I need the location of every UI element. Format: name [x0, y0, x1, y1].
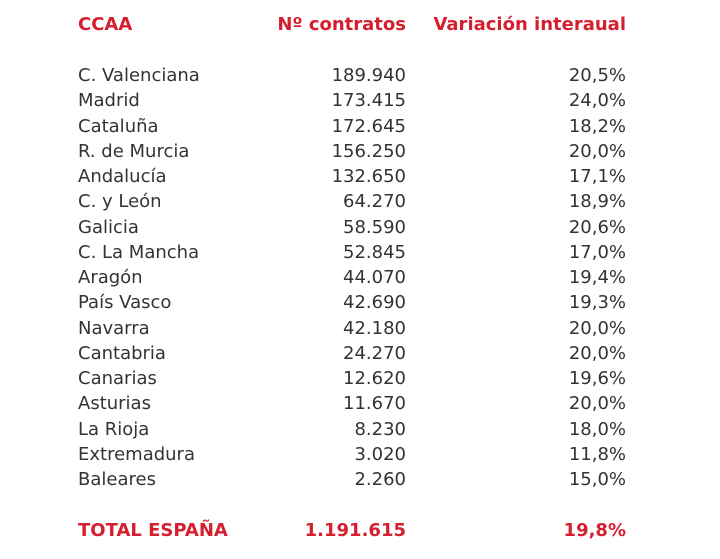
row-variacion: 19,3%	[568, 292, 626, 314]
row-ccaa: C. Valenciana	[78, 65, 200, 86]
header-ccaa: CCAA	[78, 14, 133, 35]
row-contratos: 52.845	[343, 241, 406, 263]
table-row	[0, 164, 720, 189]
table-row	[0, 63, 720, 88]
table-row	[0, 417, 720, 442]
row-variacion: 19,4%	[568, 267, 626, 288]
row-variacion: 18,9%	[568, 191, 626, 213]
total-label: TOTAL ESPAÑA	[78, 520, 228, 541]
total-row	[0, 517, 720, 545]
row-contratos: 64.270	[343, 191, 406, 213]
row-contratos: 8.230	[354, 418, 406, 440]
header-contratos: Nº contratos	[277, 14, 406, 35]
row-contratos: 11.670	[343, 393, 406, 415]
row-variacion: 20,0%	[568, 317, 626, 339]
row-ccaa: Cantabria	[78, 342, 166, 364]
total-variacion: 19,8%	[563, 520, 626, 541]
table-body	[0, 63, 720, 492]
row-ccaa: Andalucía	[78, 166, 167, 187]
table-row	[0, 189, 720, 214]
row-contratos: 2.260	[354, 469, 406, 490]
total-contratos: 1.191.615	[304, 520, 406, 541]
row-contratos: 189.940	[331, 65, 406, 86]
row-ccaa: C. y León	[78, 191, 162, 213]
row-variacion: 11,8%	[568, 443, 626, 465]
row-contratos: 44.070	[343, 267, 406, 288]
header-variacion: Variación interaual	[433, 14, 626, 35]
row-variacion: 17,0%	[568, 241, 626, 263]
row-contratos: 12.620	[343, 368, 406, 389]
row-ccaa: R. de Murcia	[78, 140, 190, 162]
table-row	[0, 442, 720, 467]
row-variacion: 20,5%	[568, 65, 626, 86]
row-contratos: 58.590	[343, 216, 406, 238]
row-ccaa: Galicia	[78, 216, 139, 238]
row-contratos: 156.250	[331, 140, 406, 162]
table-row	[0, 139, 720, 164]
row-contratos: 172.645	[331, 115, 406, 137]
table-row	[0, 215, 720, 240]
table-header	[0, 14, 720, 40]
row-variacion: 20,0%	[568, 140, 626, 162]
row-contratos: 132.650	[331, 166, 406, 187]
row-contratos: 3.020	[354, 443, 406, 465]
table-row	[0, 316, 720, 341]
table-row	[0, 265, 720, 290]
row-ccaa: Asturias	[78, 393, 151, 415]
table-row	[0, 391, 720, 416]
row-ccaa: Madrid	[78, 90, 140, 112]
row-contratos: 42.180	[343, 317, 406, 339]
row-contratos: 42.690	[343, 292, 406, 314]
row-variacion: 19,6%	[568, 368, 626, 389]
table-row	[0, 467, 720, 492]
row-ccaa: Aragón	[78, 267, 143, 288]
table-row	[0, 240, 720, 265]
row-contratos: 24.270	[343, 342, 406, 364]
row-ccaa: C. La Mancha	[78, 241, 200, 263]
table-row	[0, 341, 720, 366]
table-row	[0, 88, 720, 113]
row-ccaa: Extremadura	[78, 443, 195, 465]
row-contratos: 173.415	[331, 90, 406, 112]
row-variacion: 20,0%	[568, 393, 626, 415]
row-ccaa: Cataluña	[78, 115, 159, 137]
row-ccaa: La Rioja	[78, 418, 150, 440]
table-row	[0, 366, 720, 391]
row-ccaa: Navarra	[78, 317, 150, 339]
row-variacion: 20,6%	[568, 216, 626, 238]
row-variacion: 18,2%	[568, 115, 626, 137]
row-variacion: 20,0%	[568, 342, 626, 364]
row-variacion: 24,0%	[568, 90, 626, 112]
table-row	[0, 290, 720, 315]
row-ccaa: Baleares	[78, 469, 156, 490]
row-variacion: 17,1%	[568, 166, 626, 187]
table-row	[0, 114, 720, 139]
row-ccaa: Canarias	[78, 368, 157, 389]
row-ccaa: País Vasco	[78, 292, 172, 314]
row-variacion: 18,0%	[568, 418, 626, 440]
row-variacion: 15,0%	[568, 469, 626, 490]
